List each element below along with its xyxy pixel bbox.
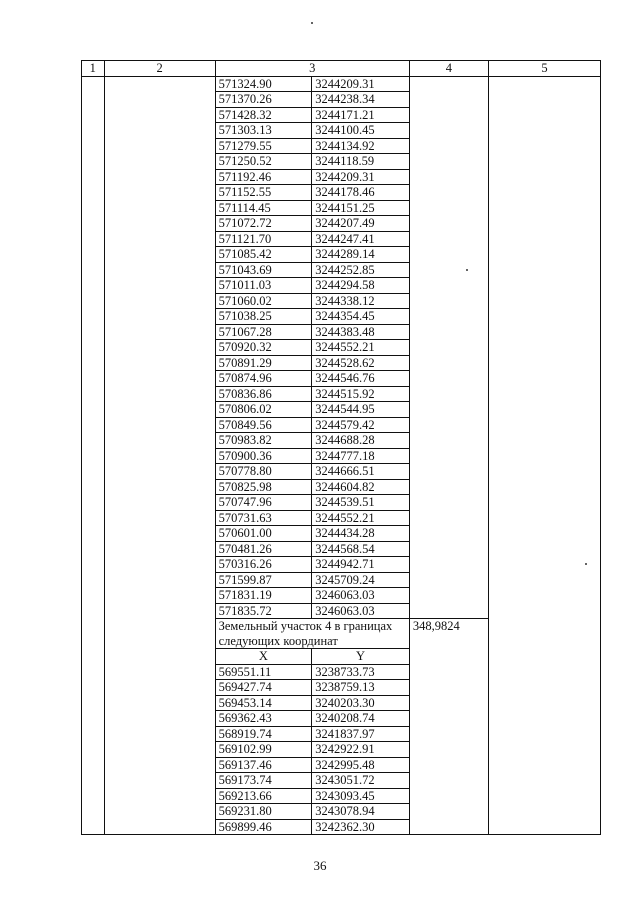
coordinate-x: 569899.46 [215, 819, 312, 835]
coordinate-y: 3244354.45 [312, 309, 410, 325]
coordinate-x: 569102.99 [215, 742, 312, 758]
coordinate-y: 3244209.31 [312, 76, 410, 92]
coordinate-y: 3243078.94 [312, 804, 410, 820]
coordinate-y: 3244579.42 [312, 417, 410, 433]
coordinate-x: 571038.25 [215, 309, 312, 325]
x-column-label: X [215, 649, 312, 665]
coordinate-x: 570836.86 [215, 386, 312, 402]
coordinate-y: 3246063.03 [312, 588, 410, 604]
coordinate-y: 3246063.03 [312, 603, 410, 619]
coordinates-table-body [82, 61, 601, 835]
coordinate-y: 3244207.49 [312, 216, 410, 232]
coordinate-y: 3244777.18 [312, 448, 410, 464]
coordinate-y: 3244171.21 [312, 107, 410, 123]
coordinate-x: 570778.80 [215, 464, 312, 480]
coordinate-y: 3244289.14 [312, 247, 410, 263]
coordinate-x: 571043.69 [215, 262, 312, 278]
coordinate-x: 569173.74 [215, 773, 312, 789]
coordinate-y: 3244151.25 [312, 200, 410, 216]
coordinate-x: 569362.43 [215, 711, 312, 727]
coordinate-x: 571599.87 [215, 572, 312, 588]
coordinate-x: 571121.70 [215, 231, 312, 247]
coordinate-x: 571011.03 [215, 278, 312, 294]
coordinate-y: 3244252.85 [312, 262, 410, 278]
coordinate-x: 570983.82 [215, 433, 312, 449]
coordinate-y: 3242995.48 [312, 757, 410, 773]
coordinate-x: 571831.19 [215, 588, 312, 604]
coordinate-x: 569137.46 [215, 757, 312, 773]
coordinate-y: 3244434.28 [312, 526, 410, 542]
column-2-header: 2 [104, 61, 215, 77]
coordinate-x: 570731.63 [215, 510, 312, 526]
coordinate-x: 571279.55 [215, 138, 312, 154]
coordinate-y: 3244247.41 [312, 231, 410, 247]
coordinate-y: 3244546.76 [312, 371, 410, 387]
coordinate-y: 3243093.45 [312, 788, 410, 804]
coordinate-x: 571835.72 [215, 603, 312, 619]
coordinate-y: 3244515.92 [312, 386, 410, 402]
coordinate-x: 570601.00 [215, 526, 312, 542]
coordinate-x: 571085.42 [215, 247, 312, 263]
coordinate-y: 3241837.97 [312, 726, 410, 742]
coordinate-y: 3244100.45 [312, 123, 410, 139]
column-2-cell [104, 76, 215, 835]
coordinate-y: 3244238.34 [312, 92, 410, 108]
coordinate-y: 3244604.82 [312, 479, 410, 495]
coordinate-x: 570806.02 [215, 402, 312, 418]
coordinate-x: 570874.96 [215, 371, 312, 387]
coordinate-y: 3242922.91 [312, 742, 410, 758]
coordinate-y: 3244544.95 [312, 402, 410, 418]
coordinate-x: 571428.32 [215, 107, 312, 123]
coordinate-x: 570747.96 [215, 495, 312, 511]
coordinate-x: 570849.56 [215, 417, 312, 433]
coordinate-x: 571072.72 [215, 216, 312, 232]
coordinate-x: 570481.26 [215, 541, 312, 557]
scan-speck [311, 22, 313, 24]
coordinates-table [81, 60, 601, 835]
column-3-header: 3 [215, 61, 409, 77]
coordinate-y: 3244338.12 [312, 293, 410, 309]
column-5-cell [488, 76, 600, 835]
coordinate-x: 571114.45 [215, 200, 312, 216]
coordinate-y: 3240208.74 [312, 711, 410, 727]
coordinate-x: 570891.29 [215, 355, 312, 371]
coordinate-y: 3244118.59 [312, 154, 410, 170]
coordinate-y: 3244178.46 [312, 185, 410, 201]
table-row [82, 76, 601, 92]
coordinate-x: 571324.90 [215, 76, 312, 92]
column-5-header: 5 [488, 61, 600, 77]
table-header-row [82, 61, 601, 77]
coordinate-x: 571370.26 [215, 92, 312, 108]
coordinate-x: 569427.74 [215, 680, 312, 696]
coordinate-y: 3244568.54 [312, 541, 410, 557]
coordinate-y: 3244942.71 [312, 557, 410, 573]
coordinate-y: 3238759.13 [312, 680, 410, 696]
plot-4-description: Земельный участок 4 в границах следующих координат [215, 619, 409, 649]
coordinate-y: 3244539.51 [312, 495, 410, 511]
coordinate-x: 571060.02 [215, 293, 312, 309]
coordinate-x: 571192.46 [215, 169, 312, 185]
coordinate-x: 568919.74 [215, 726, 312, 742]
column-1-header: 1 [82, 61, 105, 77]
coordinate-y: 3244552.21 [312, 340, 410, 356]
coordinate-x: 569551.11 [215, 664, 312, 680]
coordinate-x: 571303.13 [215, 123, 312, 139]
coordinate-x: 570900.36 [215, 448, 312, 464]
coordinate-x: 570825.98 [215, 479, 312, 495]
y-column-label: Y [312, 649, 410, 665]
column-4-header: 4 [409, 61, 488, 77]
coordinate-y: 3240203.30 [312, 695, 410, 711]
coordinate-y: 3244688.28 [312, 433, 410, 449]
coordinate-x: 570316.26 [215, 557, 312, 573]
coordinate-y: 3244666.51 [312, 464, 410, 480]
plot-4-area: 348,9824 [409, 619, 488, 835]
column-1-cell [82, 76, 105, 835]
column-4-cell [409, 76, 488, 619]
coordinate-x: 571067.28 [215, 324, 312, 340]
coordinate-x: 569213.66 [215, 788, 312, 804]
coordinate-y: 3244209.31 [312, 169, 410, 185]
coordinate-y: 3243051.72 [312, 773, 410, 789]
coordinate-y: 3244383.48 [312, 324, 410, 340]
coordinate-y: 3244552.21 [312, 510, 410, 526]
coordinate-y: 3244134.92 [312, 138, 410, 154]
coordinate-x: 569453.14 [215, 695, 312, 711]
coordinate-y: 3242362.30 [312, 819, 410, 835]
coordinate-y: 3244528.62 [312, 355, 410, 371]
coordinate-y: 3238733.73 [312, 664, 410, 680]
coordinate-x: 570920.32 [215, 340, 312, 356]
coordinate-x: 571250.52 [215, 154, 312, 170]
coordinate-y: 3245709.24 [312, 572, 410, 588]
coordinate-y: 3244294.58 [312, 278, 410, 294]
page-number: 36 [313, 858, 327, 873]
coordinate-x: 571152.55 [215, 185, 312, 201]
coordinate-x: 569231.80 [215, 804, 312, 820]
